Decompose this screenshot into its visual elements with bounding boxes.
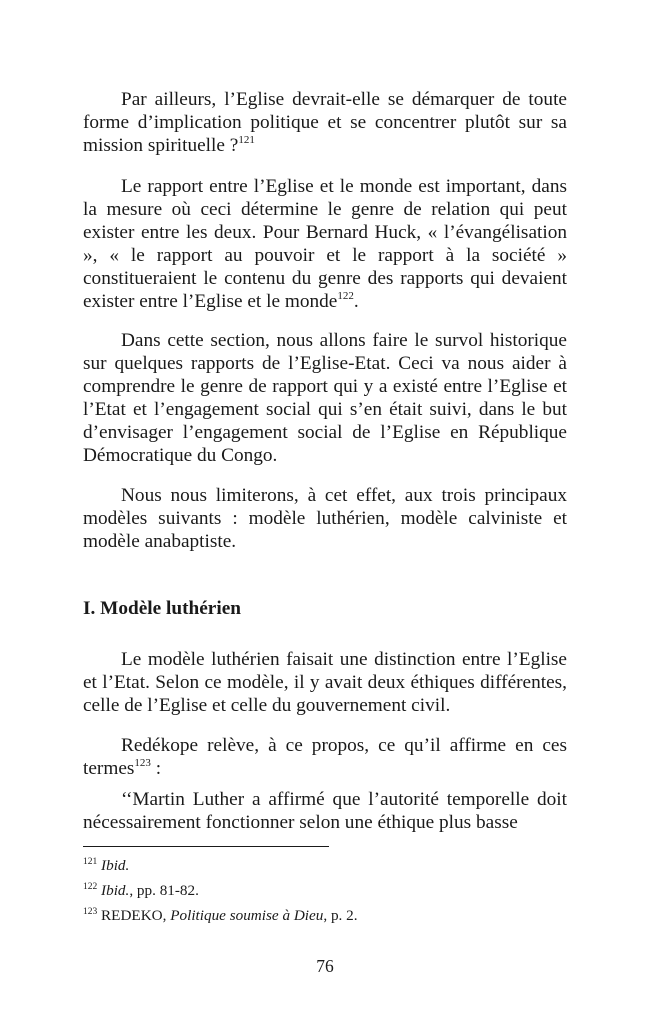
footnote-italic: Politique soumise à Dieu <box>170 907 324 924</box>
paragraph-1 <box>83 88 567 157</box>
page-number: 76 <box>316 956 334 976</box>
paragraph-5-text: Le modèle luthérien faisait une distinction entre l’Eglise et l’Etat. Selon ce modèle, il y avait deux éthiques différentes, celle de l’Eglise et celle du gouvernement civil. <box>83 649 567 716</box>
paragraph-2-end: . <box>353 291 359 312</box>
paragraph-2-text: Le rapport entre l’Eglise et le monde est important, dans la mesure où ceci détermine le genre de relation qui peut exister entre les deux. Pour Bernard Huck, « l’évangélisation », « le rapport au pouvoir et le rapport à la société » constitueraient le contenu du genre des rapports qui devaient exister entre l’Eglise et le monde <box>83 176 567 312</box>
footnote-123 <box>83 907 358 925</box>
footnote-pre: REDEKO, <box>101 907 171 924</box>
footnote-divider <box>83 846 329 847</box>
footnote-122 <box>83 882 199 900</box>
paragraph-3 <box>83 329 567 467</box>
section-heading: I. Modèle luthérien <box>83 598 241 619</box>
paragraph-6 <box>83 734 567 780</box>
footnote-number: 122 <box>83 882 98 892</box>
paragraph-4-text: Nous nous limiterons, à cet effet, aux trois principaux modèles suivants : modèle luthérien, modèle calviniste et modèle anabaptiste. <box>83 485 567 552</box>
paragraph-5 <box>83 648 567 717</box>
footnote-rest: , pp. 81-82. <box>129 882 199 899</box>
paragraph-7 <box>83 788 567 834</box>
quote-text: ‘‘Martin Luther a affirmé que l’autorité temporelle doit nécessairement fonctionner selon une éthique plus basse <box>83 789 567 833</box>
footnote-ref-123: 123 <box>134 757 151 769</box>
footnote-number: 123 <box>83 907 98 917</box>
footnote-italic: Ibid. <box>101 882 130 899</box>
footnote-121 <box>83 857 129 875</box>
footnote-ref-122: 122 <box>337 290 354 302</box>
footnote-italic: Ibid. <box>101 857 130 874</box>
paragraph-6-end: : <box>150 758 162 779</box>
footnote-number: 121 <box>83 857 98 867</box>
footnote-ref-121: 121 <box>238 134 255 146</box>
paragraph-4 <box>83 484 567 553</box>
footnote-rest: , p. 2. <box>323 907 358 924</box>
paragraph-2 <box>83 175 567 313</box>
paragraph-1-text: Par ailleurs, l’Eglise devrait-elle se démarquer de toute forme d’implication politique et se concentrer plutôt sur sa mission spirituelle ? <box>83 89 567 156</box>
paragraph-6-text: Redékope relève, à ce propos, ce qu’il affirme en ces termes <box>83 735 567 779</box>
paragraph-3-text: Dans cette section, nous allons faire le survol historique sur quelques rapports de l’Eglise-Etat. Ceci va nous aider à comprendre le genre de rapport qui y a existé entre l’Eglise et l’Etat et l’engagement social qui s’en était suivi, dans le but d’envisager l’engagement social de l’Eglise en République Démocratique du Congo. <box>83 330 567 466</box>
